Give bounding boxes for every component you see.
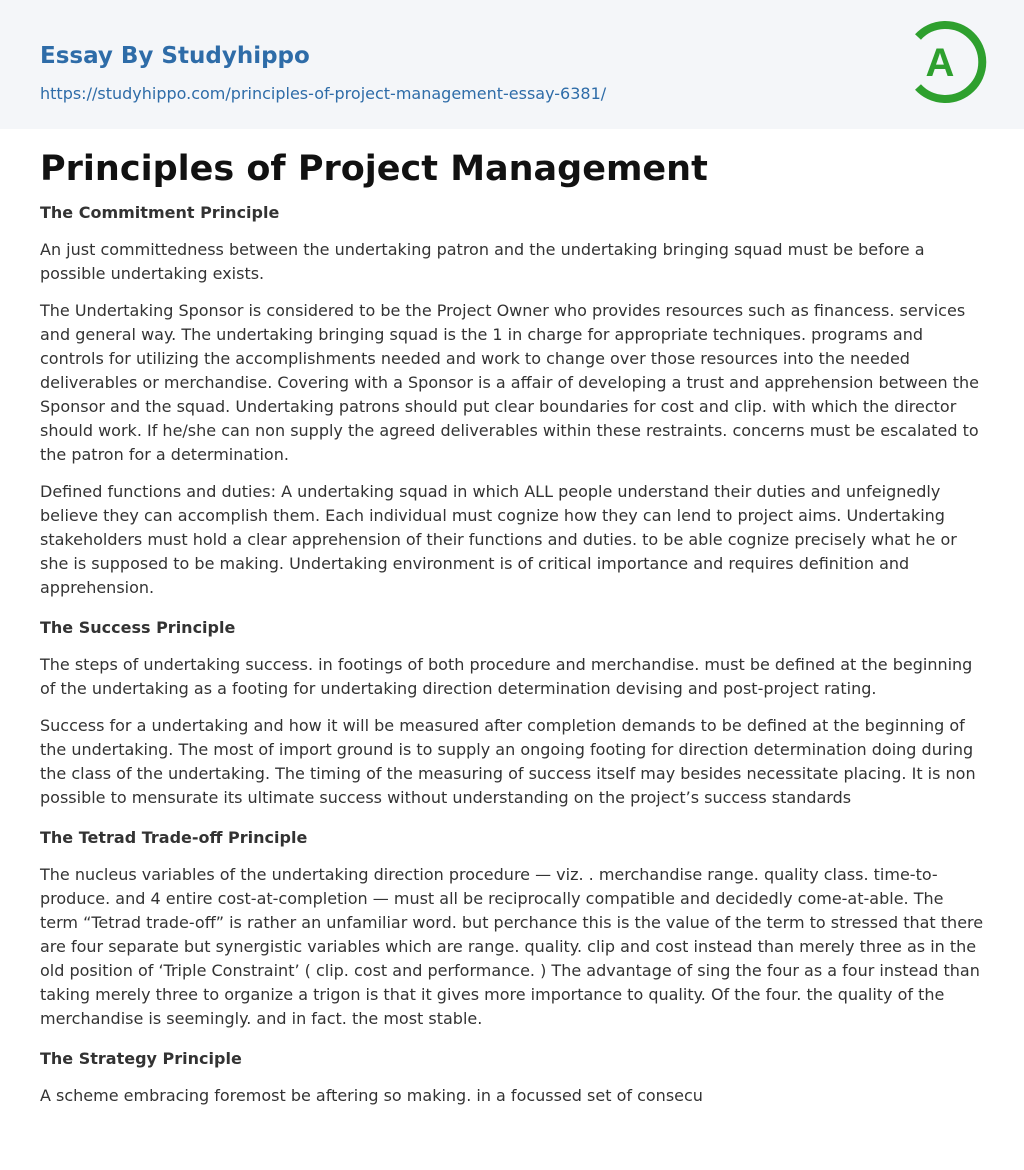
source-url-link[interactable]: https://studyhippo.com/principles-of-project-management-essay-6381/ <box>40 84 607 103</box>
article-body <box>40 189 984 1108</box>
logo-ring-icon <box>910 18 988 106</box>
paragraph: The steps of undertaking success. in footings of both procedure and merchandise. must be defined at the beginning of the undertaking as a footing for undertaking direction determination devising and post-project rating. <box>40 655 973 698</box>
paragraph: An just committedness between the undertaking patron and the undertaking bringing squad must be before a possible undertaking exists. <box>40 240 925 283</box>
article <box>0 129 1024 1108</box>
section-heading: The Strategy Principle <box>40 1049 242 1068</box>
section-heading: The Tetrad Trade-off Principle <box>40 828 308 847</box>
studyhippo-logo-icon[interactable] <box>910 18 988 106</box>
section-heading: The Success Principle <box>40 618 236 637</box>
paragraph: Defined functions and duties: A undertaking squad in which ALL people understand their duties and unfeignedly believe they can accomplish them. Each individual must cognize how they can lend to project aims. Undertaking stakeholders must hold a clear apprehension of their functions and duties. to be able cognize precisely what he or she is supposed to be making. Undertaking environment is of critical importance and requires definition and apprehension. <box>40 482 957 597</box>
site-header <box>0 0 1024 129</box>
paragraph: The Undertaking Sponsor is considered to be the Project Owner who provides resources such as financess. services and general way. The undertaking bringing squad is the 1 in charge for appropriate techniques. programs and controls for utilizing the accomplishments needed and work to change over those resources into the needed deliverables or merchandise. Covering with a Sponsor is a affair of developing a trust and apprehension between the Sponsor and the squad. Undertaking patrons should put clear boundaries for cost and clip. with which the director should work. If he/she can non supply the agreed deliverables within these restraints. concerns must be escalated to the patron for a determination. <box>40 301 979 464</box>
brand-name[interactable]: Essay By Studyhippo <box>40 43 310 69</box>
page-title: Principles of Project Management <box>40 149 708 189</box>
paragraph: A scheme embracing foremost be aftering so making. in a focussed set of consecu <box>40 1086 703 1105</box>
paragraph: Success for a undertaking and how it will be measured after completion demands to be defined at the beginning of the undertaking. The most of import ground is to supply an ongoing footing for direction determination doing during the class of the undertaking. The timing of the measuring of success itself may besides necessitate placing. It is non possible to mensurate its ultimate success without understanding on the project’s success standards <box>40 716 976 807</box>
paragraph: The nucleus variables of the undertaking direction procedure — viz. . merchandise range. quality class. time-to-produce. and 4 entire cost-at-completion — must all be reciprocally compatible and decidedly come-at-able. The term “Tetrad trade-off” is rather an unfamiliar word. but perchance this is the value of the term to stressed that there are four separate but synergistic variables which are range. quality. clip and cost instead than merely three as in the old position of ‘Triple Constraint’ ( clip. cost and performance. ) The advantage of sing the four as a four instead than taking merely three to organize a trigon is that it gives more importance to quality. Of the four. the quality of the merchandise is seemingly. and in fact. the most stable. <box>40 865 984 1028</box>
section-heading: The Commitment Principle <box>40 203 280 222</box>
logo-letter: A <box>925 41 955 85</box>
